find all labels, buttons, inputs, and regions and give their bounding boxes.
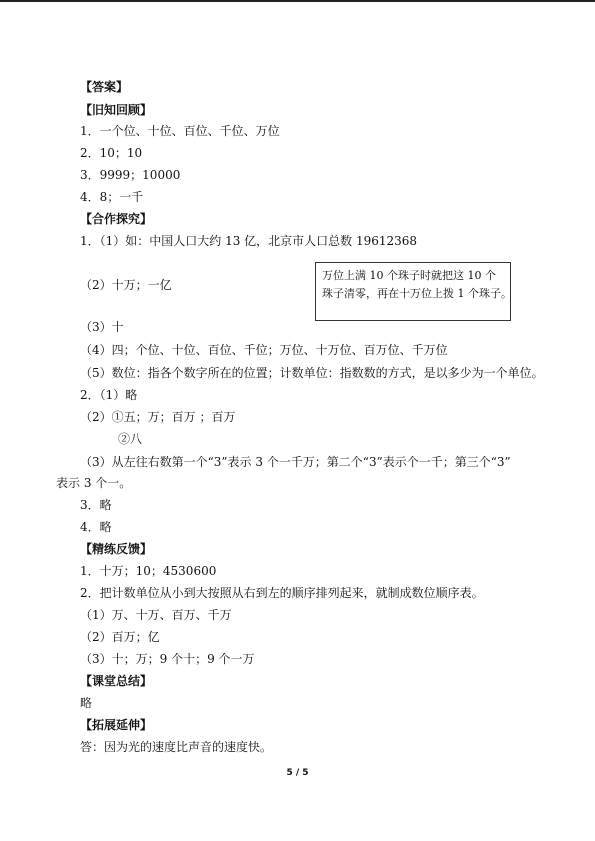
answer-line: 略	[80, 696, 93, 710]
answer-line: （2）百万；亿	[80, 630, 160, 644]
answer-line: （3）从左往右数第一个“3”表示 3 个一千万；第二个“3”表示个一千；第三个“3”	[80, 455, 511, 469]
page-number: 5 / 5	[286, 768, 309, 778]
answer-line: 1．十万；10；4530600	[80, 564, 217, 578]
heading-explore: 【合作探究】	[80, 212, 153, 226]
answer-line: （2）十万；一亿	[80, 278, 172, 292]
note-line: 珠子清零，再在十万位上拨 1 个珠子。	[322, 287, 512, 300]
note-line: 万位上满 10 个珠子时就把这 10 个	[322, 269, 496, 282]
answer-line: 1．（1）如：中国人口大约 13 亿，北京市人口总数 19612368	[80, 234, 418, 248]
answer-line: 3．略	[80, 498, 112, 512]
answer-line: （2）①五；万；百万 ；百万	[80, 410, 236, 424]
answer-line: （4）四；个位、十位、百位、千位；万位、十万位、百万位、千万位	[80, 343, 448, 357]
answer-line: 表示 3 个一。	[56, 476, 132, 490]
heading-extension: 【拓展延伸】	[80, 718, 153, 732]
heading-review: 【旧知回顾】	[80, 103, 153, 117]
answer-line: （5）数位：指各个数字所在的位置；计数单位：指数数的方式，是以多少为一个单位。	[80, 366, 544, 380]
page-top-rule	[0, 0, 595, 2]
answer-line: ②八	[118, 432, 143, 446]
note-box	[315, 262, 511, 321]
answer-line: 2．把计数单位从小到大按照从右到左的顺序排列起来，就制成数位顺序表。	[80, 586, 484, 600]
heading-summary: 【课堂总结】	[80, 674, 153, 688]
answer-line: 4．8；一千	[80, 190, 144, 204]
answer-line: 4．略	[80, 520, 112, 534]
answer-line: （3）十	[80, 320, 124, 334]
heading-practice: 【精练反馈】	[80, 542, 153, 556]
answer-line: 答：因为光的速度比声音的速度快。	[80, 740, 273, 754]
answer-line: （3）十；万；9 个十；9 个一万	[80, 652, 255, 666]
answer-line: 2．10；10	[80, 146, 143, 160]
answer-line: 3．9999；10000	[80, 168, 181, 182]
answer-line: 1．一个位、十位、百位、千位、万位	[80, 124, 280, 138]
answer-line: （1）万、十万、百万、千万	[80, 608, 232, 622]
answer-line: 2．（1）略	[80, 388, 138, 402]
heading-answer: 【答案】	[80, 80, 129, 94]
